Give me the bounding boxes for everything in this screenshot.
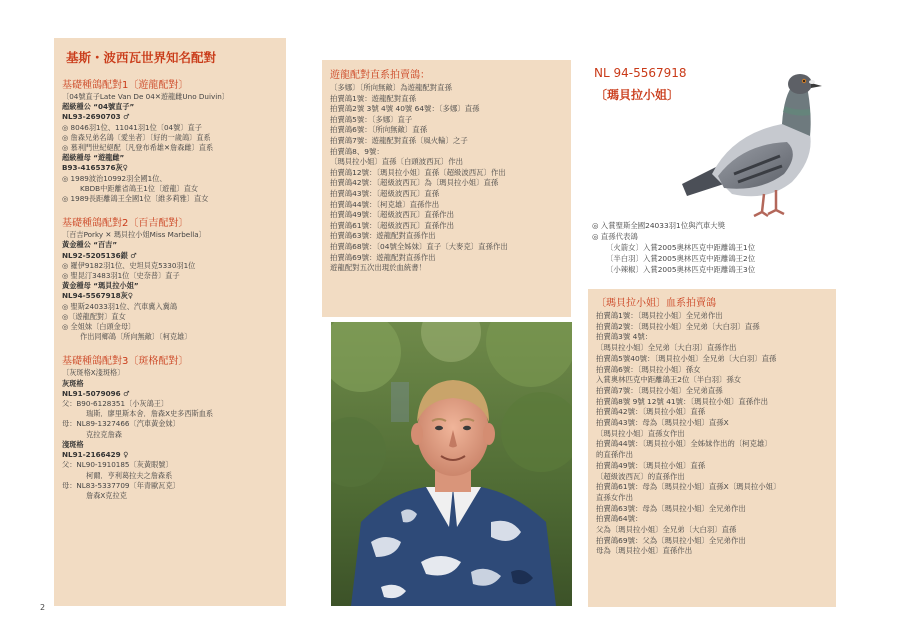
auction-line: 拍賣鴿68號：〔04號全姊妹〕直子〔大麥克〕直孫作出 <box>330 241 508 251</box>
bloodline-line: 拍賣鴿61號：母為〔瑪貝拉小姐〕直孫X〔瑪貝拉小姐〕 <box>596 482 781 492</box>
pairing-sections <box>62 76 278 501</box>
pairing-heading: 基礎種鴿配對3〔斑格配對〕 <box>62 356 189 368</box>
bloodline-auction-lines <box>596 311 828 557</box>
pairing-line: 父：B90-6128351〔小灰鴿王〕 <box>62 399 169 409</box>
pairing-line: ◎〔遊龍配對〕直女 <box>62 311 126 321</box>
pigeon-honors <box>592 220 842 275</box>
pairing-line: 克拉克詹森 <box>86 429 122 439</box>
pairing-line: ◎ 8046羽1位、11041羽1位〔04號〕直子 <box>62 122 202 132</box>
pairing-line: 超級種公 “04號直子” <box>62 102 135 112</box>
honor-line: 〔小辣椒〕入賞2005奧林匹克中距離鴿王3位 <box>606 265 756 274</box>
auction-line: 拍賣鴿6號：〔所向無敵〕直孫 <box>330 125 428 135</box>
pairing-line: 超級種母 “遊龍雌” <box>62 153 125 163</box>
pairing-line: 母：NL89-1327466〔汽車黃金妹〕 <box>62 419 180 429</box>
pairing-line: NL91-5079096 ♂ <box>62 388 130 398</box>
bloodline-line: 拍賣鴿69號：父為〔瑪貝拉小姐〕全兄弟作出 <box>596 535 746 545</box>
pairing-line: ◎ 全姐妹〔白頭金母〕 <box>62 322 136 332</box>
bloodline-line: 母為〔瑪貝拉小姐〕直孫作出 <box>596 546 693 556</box>
bloodline-line: 拍賣鴿44號：〔瑪貝拉小姐〕全姊妹作出的〔柯克雄〕 <box>596 439 772 449</box>
pairing-line: ◎ 聖昆汀3483羽1位〔史奈普〕直子 <box>62 271 180 281</box>
bloodline-line: 入賞奧林匹克中距離鴿王2位〔半白羽〕孫女 <box>596 375 742 385</box>
pairing-line: 作出同鄉鴿〔所向無敵〕〔柯克雄〕 <box>80 332 192 342</box>
pairing-heading: 基礎種鴿配對1〔遊龍配對〕 <box>62 80 189 91</box>
bloodline-line: 〔超級波西瓦〕的直孫作出 <box>596 471 685 481</box>
bloodline-line: 拍賣鴿63號：母為〔瑪貝拉小姐〕全兄弟作出 <box>596 503 746 513</box>
auction-line: 〔多娜〕〔所向無敵〕為遊龍配對直孫 <box>330 83 452 92</box>
pairing-panel-title: 基斯・波西瓦世界知名配對 <box>66 50 217 65</box>
bloodline-auction-panel <box>588 289 836 607</box>
pigeon-ring-number: NL 94-5567918 <box>594 66 687 80</box>
auction-line: 遊龍配對五次出現於血統書！ <box>330 263 427 273</box>
bloodline-line: 拍賣鴿1號：〔瑪貝拉小姐〕全兄弟作出 <box>596 311 723 320</box>
pigeon-name: 〔瑪貝拉小姐〕 <box>595 88 680 102</box>
auction-list-title: 遊龍配對直系拍賣鴿： <box>330 70 430 81</box>
auction-line: 拍賣鴿42號：〔超級波西瓦〕為〔瑪貝拉小姐〕直孫 <box>330 178 499 188</box>
bloodline-line: 拍賣鴿3號 4號： <box>596 332 653 342</box>
pairing-heading: 基礎種鴿配對2〔百吉配對〕 <box>62 218 189 230</box>
pairing-line: ◎ 1989長距離鴿王全國1位〔維多莉雅〕直女 <box>62 194 209 204</box>
section-gap <box>62 342 278 350</box>
bloodline-line: 拍賣鴿2號：〔瑪貝拉小姐〕全兄弟〔大白羽〕直孫 <box>596 321 760 331</box>
pairing-line: 〔百吉Porky ✕ 瑪貝拉小姐Miss Marbella〕 <box>62 230 206 240</box>
pairing-line: KBDB中距離省鴿王1位〔遊龍〕直女 <box>80 183 199 193</box>
bloodline-line: 拍賣鴿8號 9號 12號 41號：〔瑪貝拉小姐〕直孫作出 <box>596 396 768 406</box>
auction-line: 拍賣鴿44號：〔柯克雄〕直孫作出 <box>330 199 440 209</box>
auction-line: 〔瑪貝拉小姐〕直孫〔白頭波西瓦〕作出 <box>330 157 464 167</box>
bloodline-line: 拍賣鴿5號40號：〔瑪貝拉小姐〕全兄弟〔大白羽〕直孫 <box>596 353 777 363</box>
pairing-line: 詹森X克拉克 <box>86 490 127 500</box>
pairing-line: 灰斑格 <box>62 378 84 388</box>
pairing-line: ◎ 詹森兄弟名鴿〔愛坐者〕〔好的一歲鴿〕直系 <box>62 132 211 142</box>
bloodline-line: 直孫女作出 <box>596 492 633 502</box>
pairing-line: ◎ 慕利門世紀絕配〔凡登布希雄✕詹森雌〕直系 <box>62 143 214 153</box>
pairing-line: NL94-5567918灰♀ <box>62 291 134 301</box>
bloodline-auction-title: 〔瑪貝拉小姐〕血系拍賣鴿 <box>596 298 716 309</box>
bloodline-line: 拍賣鴿42號：〔瑪貝拉小姐〕直孫 <box>596 407 706 417</box>
bloodline-line: 拍賣鴿7號：〔瑪貝拉小姐〕全兄弟直孫 <box>596 385 723 395</box>
pigeon-illustration <box>672 64 832 222</box>
pairing-line: 〔灰斑格X淺斑格〕 <box>62 368 125 378</box>
auction-line: 拍賣鴿49號：〔超級波西瓦〕直孫作出 <box>330 210 454 220</box>
pairing-line: NL93-2690703 ♂ <box>62 112 130 122</box>
pairing-line: 瑞斯．廖里斯本舍．詹森X史多西斯血系 <box>86 409 214 419</box>
bloodline-line: 拍賣鴿43號：母為〔瑪貝拉小姐〕直孫X <box>596 418 729 428</box>
pairing-line: 父：NL90-1910185〔灰黃眼號〕 <box>62 460 173 470</box>
bloodline-line: 〔瑪貝拉小姐〕全兄弟〔大白羽〕直孫作出 <box>596 343 737 353</box>
pairing-line: NL92-5205136銀 ♂ <box>62 250 137 260</box>
auction-line: 拍賣鴿61號：〔超級波西瓦〕直孫作出 <box>330 220 454 230</box>
auction-list-panel <box>322 60 571 317</box>
auction-line: 拍賣鴿8、9號： <box>330 146 384 156</box>
section-gap <box>62 204 278 212</box>
pairing-line: 淺斑格 <box>62 439 84 449</box>
pairing-line: 柯爾．亨利葛拉夫之詹森系 <box>86 470 173 480</box>
bloodline-line: 的直孫作出 <box>596 450 633 460</box>
pairing-line: 黃金種公 “百吉” <box>62 240 118 250</box>
bloodline-line: 拍賣鴿49號：〔瑪貝拉小姐〕直孫 <box>596 460 706 470</box>
page-number: 2 <box>40 603 46 612</box>
auction-line: 拍賣鴿1號：遊龍配對直孫 <box>330 93 417 103</box>
pairing-line: 母：NL83-5337709〔年青歐瓦克〕 <box>62 480 180 490</box>
honor-line: 〔火箭女〕入賞2005奧林匹克中距離鴿王1位 <box>606 243 756 252</box>
honor-line: ◎ 直孫代表鴿 <box>592 232 638 241</box>
bloodline-line: 拍賣鴿64號： <box>596 514 643 524</box>
bloodline-line: 父為〔瑪貝拉小姐〕全兄弟〔大白羽〕直孫 <box>596 525 737 535</box>
honor-line: 〔半白羽〕入賞2005奧林匹克中距離鴿王2位 <box>606 254 756 263</box>
auction-line: 拍賣鴿69號：遊龍配對直孫作出 <box>330 252 436 262</box>
breeder-portrait-photo <box>331 322 572 606</box>
bloodline-line: 拍賣鴿6號：〔瑪貝拉小姐〕孫女 <box>596 364 701 374</box>
auction-line: 拍賣鴿43號：〔超級波西瓦〕直孫 <box>330 188 440 198</box>
auction-list-lines <box>330 83 563 274</box>
pairing-line: 〔04號直子Late Van De 04✕遊龍雌Uno Duivin〕 <box>62 92 229 101</box>
honor-line: ◎ 入賞聖斯全國24033羽1位與汽車大獎 <box>592 221 726 230</box>
bloodline-line: 〔瑪貝拉小姐〕直孫女作出 <box>596 428 685 438</box>
pairing-line: NL91-2166429 ♀ <box>62 450 129 460</box>
pairing-line: 黃金種母 “瑪貝拉小姐” <box>62 281 139 291</box>
auction-line: 拍賣鴿7號：遊龍配對直孫〔風火輪〕之子 <box>330 135 468 145</box>
pairing-line: ◎ 1989波治10992羽全國1位、 <box>62 173 167 183</box>
auction-line: 拍賣鴿5號：〔多娜〕直子 <box>330 114 413 124</box>
pairing-line: ◎ 聖斯24033羽1位、汽車冀入冀鴿 <box>62 301 178 311</box>
auction-line: 拍賣鴿2號 3號 4號 40號 64號：〔多娜〕直孫 <box>330 104 480 114</box>
auction-line: 拍賣鴿12號：〔瑪貝拉小姐〕直孫〔超級波西瓦〕作出 <box>330 167 506 177</box>
auction-line: 拍賣鴿63號：遊龍配對直孫作出 <box>330 231 436 241</box>
pairing-panel <box>54 38 286 606</box>
pairing-line: B93-4165376灰♀ <box>62 163 128 173</box>
pairing-line: ◎ 羅伊9182羽1位、史坦貝克5330羽1位 <box>62 260 196 270</box>
